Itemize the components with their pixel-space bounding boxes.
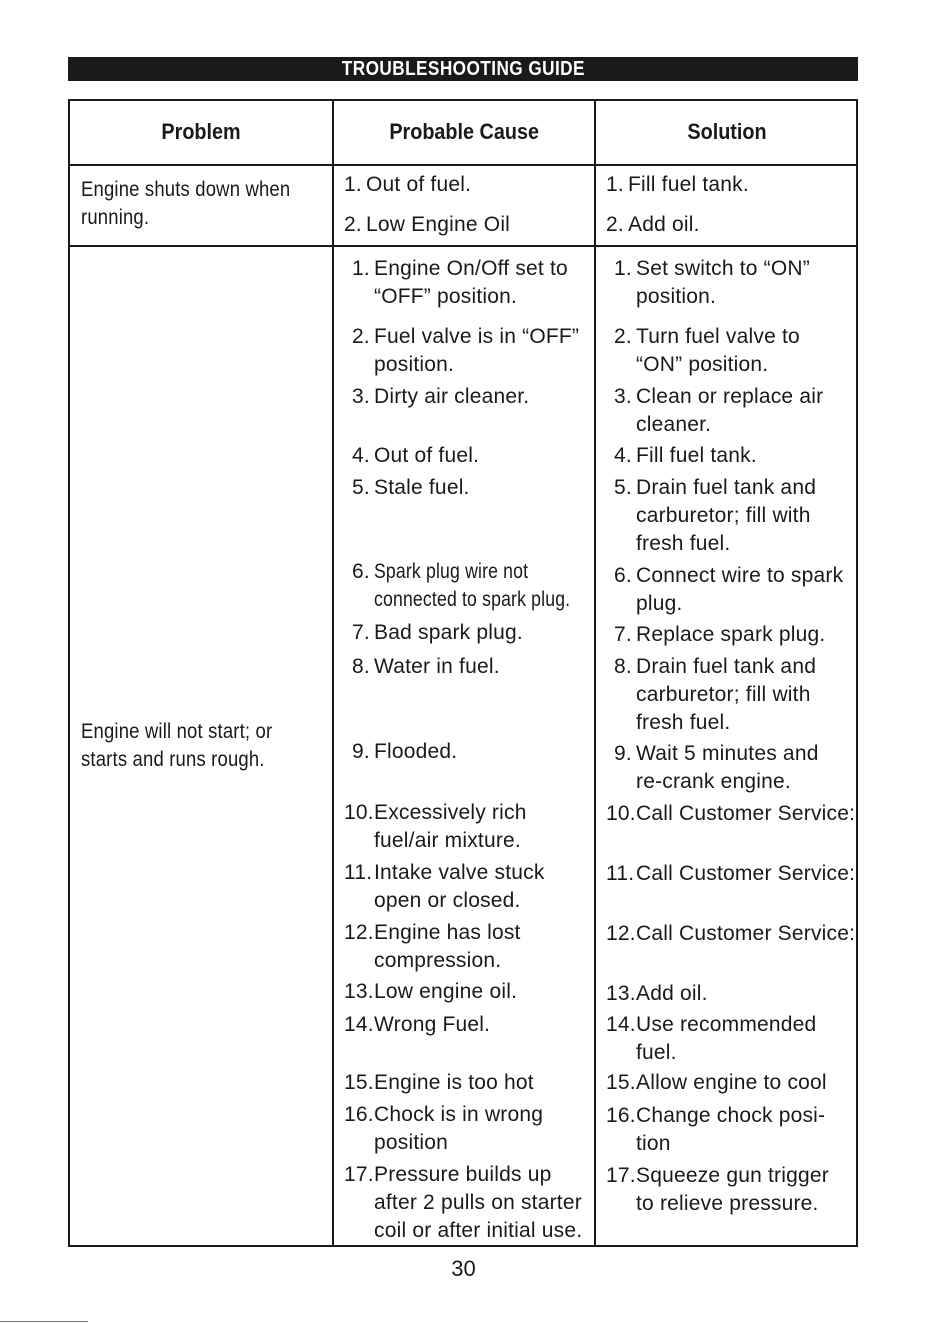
- item-number: 3.: [352, 385, 370, 408]
- item-text-line: Change chock posi-: [636, 1104, 826, 1127]
- item-number: 7.: [352, 621, 370, 644]
- column-header-problem: Problem: [161, 119, 241, 144]
- column-header-cause: Probable Cause: [389, 119, 539, 144]
- item-text-line: carburetor; fill with: [636, 504, 811, 527]
- item-text-line: Add oil.: [628, 213, 700, 236]
- item-number: 10.: [344, 801, 374, 824]
- item-text-line: Low engine oil.: [374, 980, 518, 1003]
- item-number: 1.: [352, 257, 370, 280]
- item-text-line: Set switch to “ON”: [636, 257, 810, 280]
- item-text-line: re-crank engine.: [636, 770, 791, 793]
- item-text-line: Flooded.: [374, 740, 458, 763]
- item-number: 1.: [344, 173, 362, 196]
- item-text-line: Fill fuel tank.: [636, 444, 757, 467]
- item-number: 8.: [352, 655, 370, 678]
- item-text-line: cleaner.: [636, 413, 712, 436]
- item-text-line: Out of fuel.: [366, 173, 472, 196]
- item-text-line: tion: [636, 1132, 671, 1155]
- item-text-line: position.: [636, 285, 717, 308]
- item-text-line: Drain fuel tank and: [636, 476, 817, 499]
- item-number: 16.: [606, 1104, 636, 1127]
- item-text-line: Call Customer Service:: [636, 862, 856, 885]
- item-text-line: position.: [374, 353, 455, 376]
- item-number: 5.: [614, 476, 632, 499]
- item-text-line: Fill fuel tank.: [628, 173, 749, 196]
- item-number: 14.: [606, 1013, 636, 1036]
- item-number: 9.: [352, 740, 370, 763]
- item-text-line: Call Customer Service:: [636, 922, 856, 945]
- item-number: 15.: [606, 1071, 636, 1094]
- item-text-line: Water in fuel.: [374, 655, 500, 678]
- item-text-line: Dirty air cleaner.: [374, 385, 530, 408]
- problem-text-line: starts and runs rough.: [81, 748, 265, 771]
- item-text-line: Engine is too hot: [374, 1071, 534, 1094]
- item-number: 11.: [344, 861, 373, 884]
- item-text-line: Allow engine to cool: [636, 1071, 827, 1094]
- item-number: 17.: [344, 1163, 374, 1186]
- item-text-line: coil or after initial use.: [374, 1219, 583, 1242]
- item-text-line: Replace spark plug.: [636, 623, 826, 646]
- item-number: 12.: [606, 922, 636, 945]
- item-number: 4.: [614, 444, 632, 467]
- item-text-line: Spark plug wire not: [374, 560, 529, 583]
- item-text-line: fuel/air mixture.: [374, 829, 521, 852]
- page-title: [68, 57, 858, 81]
- item-text-line: connected to spark plug.: [374, 588, 571, 611]
- item-number: 12.: [344, 921, 374, 944]
- item-number: 2.: [344, 213, 362, 236]
- item-text-line: fresh fuel.: [636, 711, 731, 734]
- item-text-line: Bad spark plug.: [374, 621, 523, 644]
- item-text-line: Stale fuel.: [374, 476, 470, 499]
- item-text-line: to relieve pressure.: [636, 1192, 819, 1215]
- item-text-line: Engine has lost: [374, 921, 521, 944]
- item-number: 3.: [614, 385, 632, 408]
- item-number: 13.: [344, 980, 374, 1003]
- item-number: 4.: [352, 444, 370, 467]
- item-text-line: Fuel valve is in “OFF”: [374, 325, 580, 348]
- item-number: 8.: [614, 655, 632, 678]
- item-text-line: plug.: [636, 592, 683, 615]
- item-text-line: Use recommended: [636, 1013, 817, 1036]
- column-header-solution: Solution: [687, 119, 767, 144]
- page-title-text: TROUBLESHOOTING GUIDE: [341, 58, 585, 80]
- item-number: 9.: [614, 742, 632, 765]
- item-number: 6.: [614, 564, 632, 587]
- item-text-line: Clean or replace air: [636, 385, 824, 408]
- item-number: 13.: [606, 982, 636, 1005]
- row-divider: [70, 245, 856, 247]
- item-number: 10.: [606, 802, 636, 825]
- item-number: 2.: [614, 325, 632, 348]
- item-text-line: Wait 5 minutes and: [636, 742, 819, 765]
- item-text-line: open or closed.: [374, 889, 521, 912]
- item-number: 5.: [352, 476, 370, 499]
- item-text-line: Excessively rich: [374, 801, 527, 824]
- footer-rule: [0, 1321, 88, 1322]
- item-text-line: compression.: [374, 949, 502, 972]
- item-number: 15.: [344, 1071, 374, 1094]
- item-text-line: Drain fuel tank and: [636, 655, 817, 678]
- column-divider: [594, 101, 596, 1245]
- item-text-line: Chock is in wrong: [374, 1103, 544, 1126]
- item-text-line: Engine On/Off set to: [374, 257, 568, 280]
- item-text-line: Add oil.: [636, 982, 708, 1005]
- item-number: 6.: [352, 560, 370, 583]
- item-text-line: after 2 pulls on starter: [374, 1191, 582, 1214]
- item-text-line: position: [374, 1131, 448, 1154]
- item-number: 2.: [352, 325, 370, 348]
- header-divider: [70, 164, 856, 166]
- item-text-line: fresh fuel.: [636, 532, 731, 555]
- problem-text-line: running.: [81, 206, 150, 229]
- item-text-line: Wrong Fuel.: [374, 1013, 491, 1036]
- item-number: 14.: [344, 1013, 374, 1036]
- item-text-line: Intake valve stuck: [374, 861, 545, 884]
- problem-text-line: Engine will not start; or: [81, 720, 273, 743]
- item-text-line: Out of fuel.: [374, 444, 480, 467]
- item-text-line: Turn fuel valve to: [636, 325, 800, 348]
- item-text-line: Call Customer Service:: [636, 802, 856, 825]
- item-number: 2.: [606, 213, 624, 236]
- troubleshooting-table: [68, 99, 858, 1247]
- item-text-line: fuel.: [636, 1041, 677, 1064]
- item-text-line: Squeeze gun trigger: [636, 1164, 829, 1187]
- item-text-line: Pressure builds up: [374, 1163, 552, 1186]
- item-number: 1.: [614, 257, 632, 280]
- item-number: 7.: [614, 623, 632, 646]
- problem-text-line: Engine shuts down when: [81, 178, 291, 201]
- item-number: 1.: [606, 173, 624, 196]
- page-number: 30: [451, 1256, 476, 1281]
- item-text-line: Connect wire to spark: [636, 564, 844, 587]
- item-number: 16.: [344, 1103, 374, 1126]
- column-divider: [332, 101, 334, 1245]
- item-number: 11.: [606, 862, 635, 885]
- item-text-line: “ON” position.: [636, 353, 769, 376]
- item-number: 17.: [606, 1164, 636, 1187]
- item-text-line: Low Engine Oil: [366, 213, 511, 236]
- item-text-line: carburetor; fill with: [636, 683, 811, 706]
- item-text-line: “OFF” position.: [374, 285, 518, 308]
